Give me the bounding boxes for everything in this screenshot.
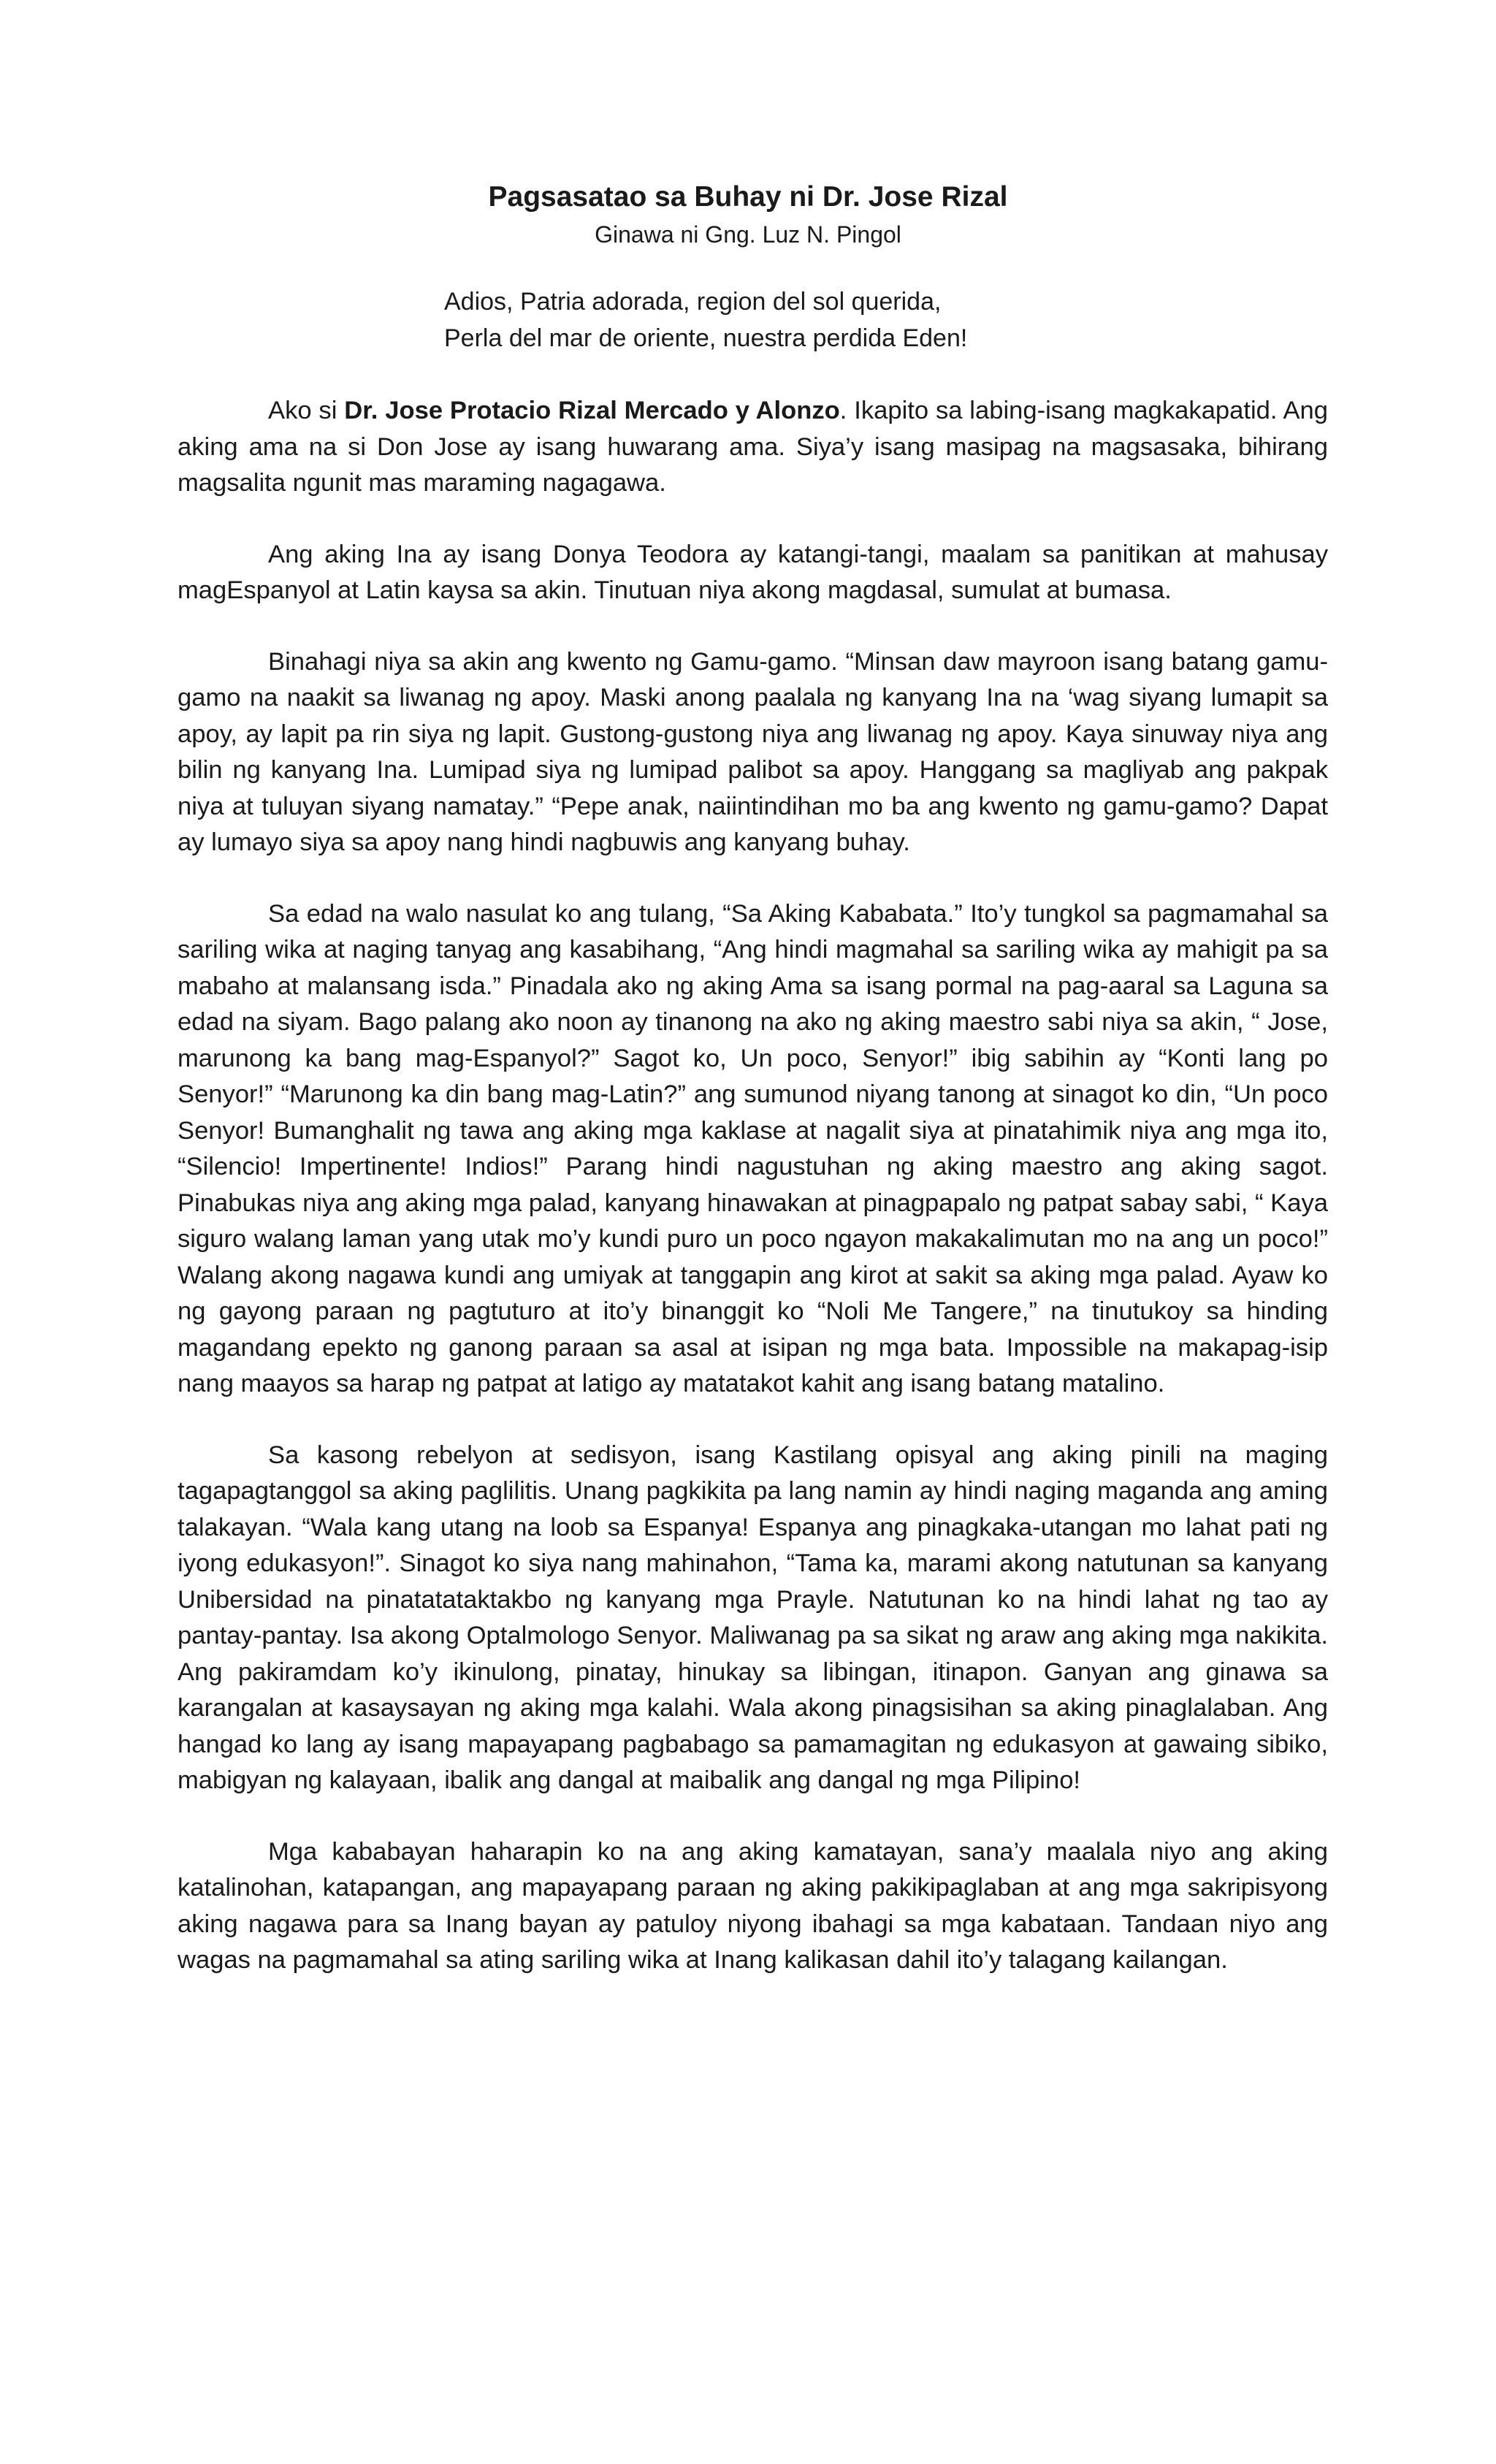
paragraph-3: Binahagi niya sa akin ang kwento ng Gamu-gamo. “Minsan daw mayroon isang batang gamu-gamo na naakit sa liwanag ng apoy. Maski anong paalala ng kanyang Ina na ‘wag siyang lumapit sa apoy, ay lapit pa rin siya ng lapit. Gustong-gustong niya ang liwanag ng apoy. Kaya sinuway niya ang bilin ng kanyang Ina. Lumipad siya ng lumipad palibot sa apoy. Hanggang sa magliyab ang pakpak niya at tuluyan siyang namatay.” “Pepe anak, naiintindihan mo ba ang kwento ng gamu-gamo? Dapat ay lumayo siya sa apoy nang hindi nagbuwis ang kanyang buhay. (178, 647, 1328, 856)
document-body (178, 393, 1328, 2014)
paragraph-2: Ang aking Ina ay isang Donya Teodora ay katangi-tangi, maalam sa panitikan at mahusay magEspanyol at Latin kaysa sa akin. Tinutuan niya akong magdasal, sumulat at bumasa. (178, 540, 1328, 604)
rizal-full-name: Dr. Jose Protacio Rizal Mercado y Alonzo (344, 397, 840, 424)
paragraph-5: Sa kasong rebelyon at sedisyon, isang Kastilang opisyal ang aking pinili na maging tagapagtanggol sa aking paglilitis. Unang pagkikita pa lang namin ay hindi naging maganda ang aming talakayan. “Wala kang utang na loob sa Espanya! Espanya ang pinagkaka-utangan mo lahat pati ng iyong edukasyon!”. Sinagot ko siya nang mahinahon, “Tama ka, marami akong natutunan sa kanyang Unibersidad na pinatatataktakbo ng kanyang mga Prayle. Natutunan ko na hindi lahat ng tao ay pantay-pantay. Isa akong Optalmologo Senyor. Maliwanag pa sa sikat ng araw ang aking mga nakikita. Ang pakiramdam ko’y ikinulong, pinatay, hinukay sa libingan, itinapon. Ganyan ang ginawa sa karangalan at kasaysayan ng aking mga kalahi. Wala akong pinagsisihan sa aking pinaglalaban. Ang hangad ko lang ay isang mapayapang pagbabago sa pamamagitan ng edukasyon at gawaing sibiko, mabigyan ng kalayaan, ibalik ang dangal at maibalik ang dangal ng mga Pilipino! (178, 1441, 1328, 1794)
paragraph-1-intro: Ako si (268, 397, 345, 424)
paragraph-4: Sa edad na walo nasulat ko ang tulang, “Sa Aking Kababata.” Ito’y tungkol sa pagmamahal sa sariling wika at naging tanyag ang kasabihang, “Ang hindi magmahal sa sariling wika ay mahigit pa sa mabaho at malansang isda.” Pinadala ako ng aking Ama sa isang pormal na pag-aaral sa Laguna sa edad na siyam. Bago palang ako noon ay tinanong na ako ng aking maestro sabi niya sa akin, “ Jose, marunong ka bang mag-Espanyol?” Sagot ko, Un poco, Senyor!” ibig sabihin ay “Konti lang po Senyor!” “Marunong ka din bang mag-Latin?” ang sumunod niyang tanong at sinagot ko din, “Un poco Senyor! Bumanghalit ng tawa ang aking mga kaklase at nagalit siya at pinatahimik niya ang mga ito, “Silencio! Impertinente! Indios!” Parang hindi nagustuhan ng aking maestro ang aking sagot. Pinabukas niya ang aking mga palad, kanyang hinawakan at pinagpapalo ng patpat sabay sabi, “ Kaya siguro walang laman yang utak mo’y kundi puro un poco ngayon makakalimutan mo na ang un poco!” Walang akong nagawa kundi ang umiyak at tanggapin ang kirot at sakit sa aking mga palad. Ayaw ko ng gayong paraan ng pagtuturo at ito’y binanggit ko “Noli Me Tangere,” na tinutukoy sa hinding magandang epekto ng ganong paraan sa asal at isipan ng mga bata. Impossible na makapag-isip nang maayos sa harap ng patpat at latigo ay matatakot kahit ang isang batang matalino. (178, 899, 1328, 1397)
document-author: Ginawa ni Gng. Luz N. Pingol (595, 221, 901, 248)
poem-line: Adios, Patria adorada, region del sol querida, (444, 288, 942, 316)
paragraph-6: Mga kababayan haharapin ko na ang aking kamatayan, sana’y maalala niyo ang aking katalinohan, katapangan, ang mapayapang paraan ng aking pakikipaglaban at ang mga sakripisyong aking nagawa para sa Inang bayan ay patuloy niyong ibahagi sa mga kabataan. Tandaan niyo ang wagas na pagmamahal sa ating sariling wika at Inang kalikasan dahil ito’y talagang kailangan. (178, 1837, 1328, 1974)
paragraph-1 (178, 393, 1328, 502)
paragraph-1-rest: . Ikapito sa labing-isang magkakapatid. Ang aking ama na si Don Jose ay isang huwarang ama. Siya’y isang masipag na magsasaka, bihirang magsalita ngunit mas maraming nagagawa. (178, 397, 1328, 497)
poem-line: Perla del mar de oriente, nuestra perdida Eden! (444, 324, 968, 352)
document-title: Pagsasatao sa Buhay ni Dr. Jose Rizal (488, 181, 1008, 213)
poem-epigraph (444, 283, 1394, 356)
